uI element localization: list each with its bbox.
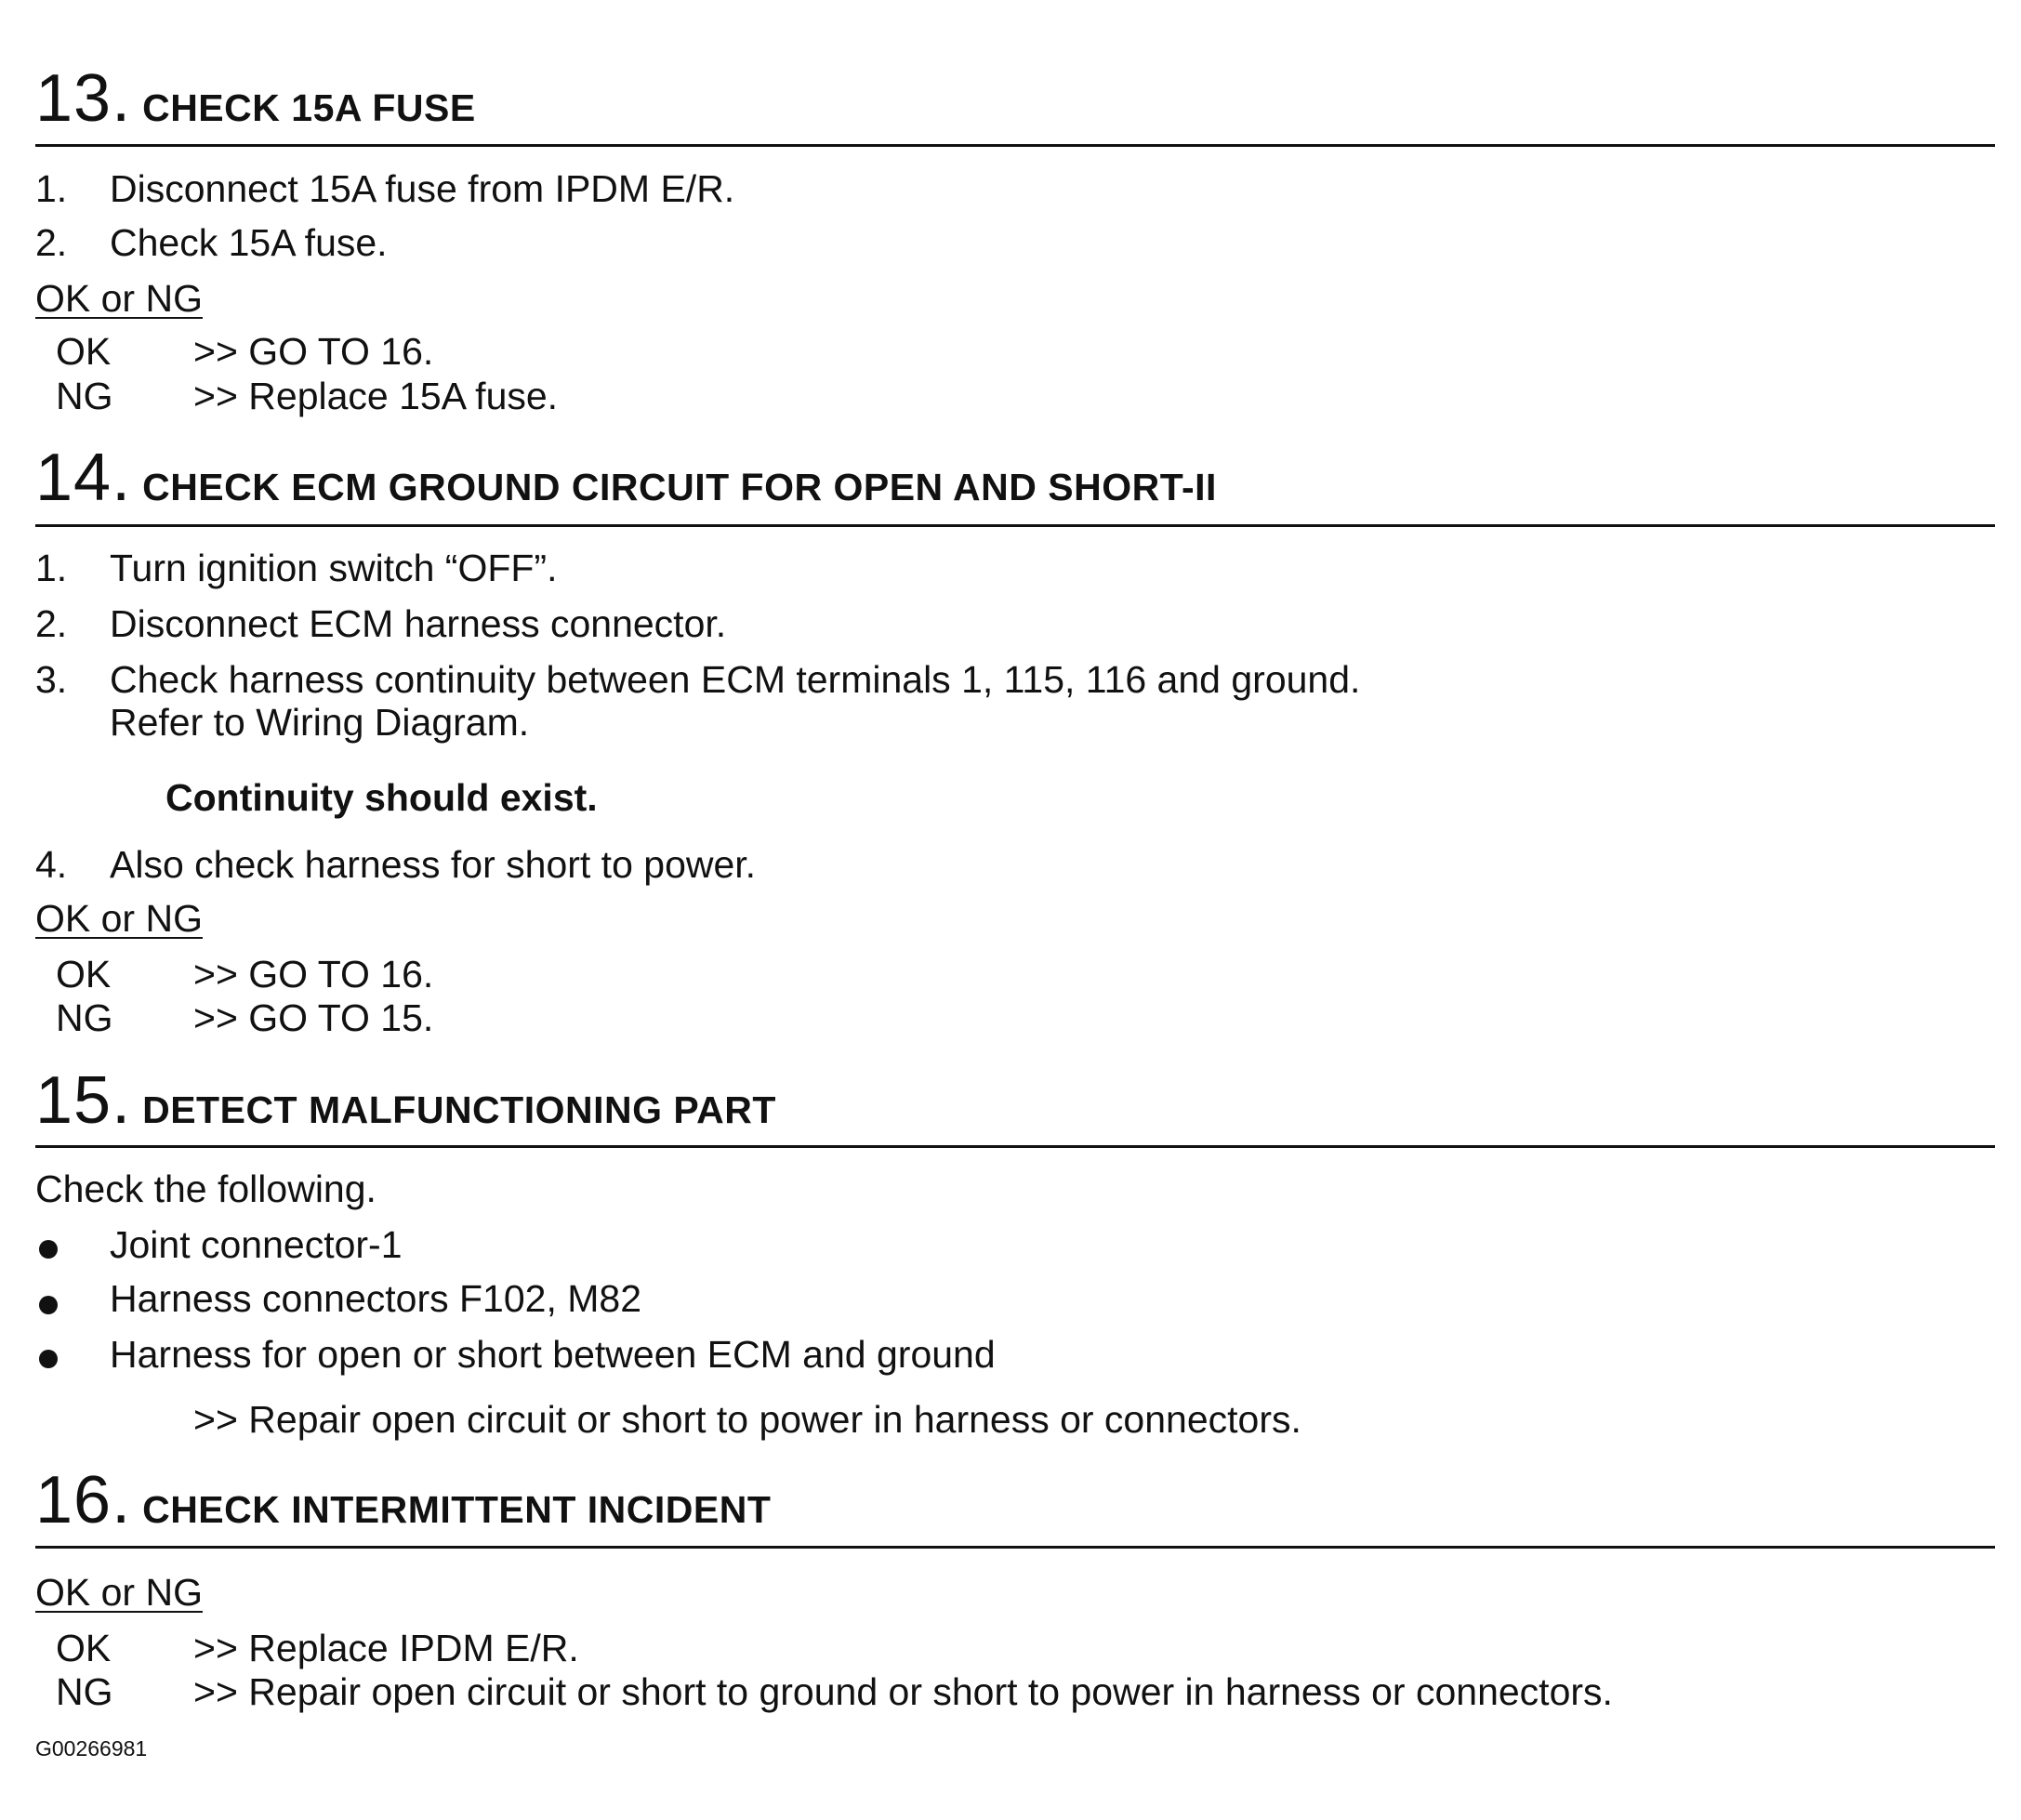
continuity-note: Continuity should exist.	[165, 776, 598, 819]
section-14-divider	[35, 524, 1995, 527]
step-text: Check 15A fuse.	[110, 221, 388, 264]
result-label: OK	[56, 953, 112, 996]
result-label: NG	[56, 996, 113, 1039]
section-13-number: 13.	[35, 61, 132, 136]
ok-or-ng-label: OK or NG	[35, 897, 203, 940]
check-intro-text: Check the following.	[35, 1167, 376, 1210]
result-label: OK	[56, 1627, 112, 1669]
result-action: >> GO TO 15.	[193, 996, 434, 1039]
step-text: Also check harness for short to power.	[110, 843, 757, 886]
result-action: >> Repair open circuit or short to ground or short to power in harness or connectors.	[193, 1670, 1613, 1713]
step-text: Disconnect 15A fuse from IPDM E/R.	[110, 167, 735, 210]
result-action: >> GO TO 16.	[193, 953, 434, 996]
result-label: OK	[56, 330, 112, 373]
result-action: >> Replace IPDM E/R.	[193, 1627, 579, 1669]
ok-or-ng-label: OK or NG	[35, 1571, 203, 1614]
result-action: >> Replace 15A fuse.	[193, 375, 559, 417]
section-14-heading	[35, 441, 1217, 515]
section-16-title: CHECK INTERMITTENT INCIDENT	[142, 1488, 772, 1531]
step-number: 2.	[35, 221, 68, 264]
section-14-number: 14.	[35, 441, 132, 515]
section-16-heading	[35, 1463, 772, 1537]
result-label: NG	[56, 1670, 113, 1713]
step-text: Disconnect ECM harness connector.	[110, 602, 727, 645]
section-15-heading	[35, 1063, 776, 1138]
section-15-title: DETECT MALFUNCTIONING PART	[142, 1088, 776, 1131]
step-text: Turn ignition switch “OFF”.	[110, 547, 558, 589]
bullet-item: Joint connector-1	[110, 1223, 403, 1266]
step-text: Check harness continuity between ECM terminals 1, 115, 116 and ground.	[110, 658, 1361, 701]
section-15-number: 15.	[35, 1063, 132, 1138]
section-16-divider	[35, 1546, 1995, 1549]
step-number: 1.	[35, 167, 68, 210]
bullet-icon	[39, 1240, 58, 1259]
ok-or-ng-label: OK or NG	[35, 277, 203, 320]
step-number: 1.	[35, 547, 68, 589]
section-16-number: 16.	[35, 1463, 132, 1537]
repair-action: >> Repair open circuit or short to power in harness or connectors.	[193, 1398, 1301, 1441]
section-13-heading	[35, 61, 476, 136]
step-number: 2.	[35, 602, 68, 645]
section-13-title: CHECK 15A FUSE	[142, 86, 476, 129]
step-number: 3.	[35, 658, 68, 701]
section-15-divider	[35, 1145, 1995, 1148]
bullet-icon	[39, 1296, 58, 1314]
figure-id: G00266981	[35, 1736, 148, 1761]
bullet-item: Harness connectors F102, M82	[110, 1277, 641, 1320]
section-14-title: CHECK ECM GROUND CIRCUIT FOR OPEN AND SHORT-II	[142, 466, 1217, 508]
result-label: NG	[56, 375, 113, 417]
result-action: >> GO TO 16.	[193, 330, 434, 373]
bullet-item: Harness for open or short between ECM and ground	[110, 1333, 996, 1376]
step-number: 4.	[35, 843, 68, 886]
bullet-icon	[39, 1350, 58, 1368]
step-text-continuation: Refer to Wiring Diagram.	[110, 701, 530, 744]
section-13-divider	[35, 144, 1995, 147]
